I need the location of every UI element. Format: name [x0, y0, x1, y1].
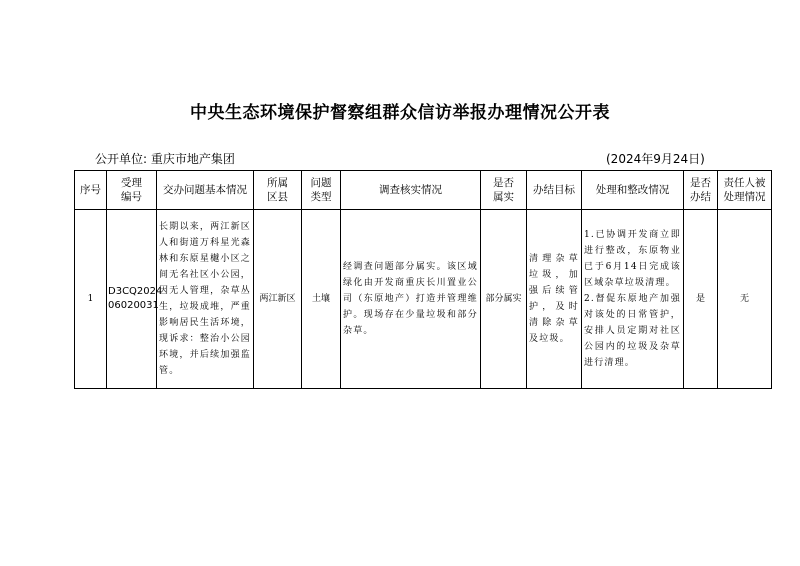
cell-accountability: 无 — [718, 210, 772, 389]
table-header-row — [75, 171, 772, 210]
header-district: 所属 区县 — [254, 171, 302, 210]
cell-index: 1 — [75, 210, 107, 389]
publishing-unit-label: 公开单位: — [95, 152, 148, 166]
cell-investigation: 经调查问题部分属实。该区域绿化由开发商重庆长川置业公司（东原地产）打造并管理维护。现场存在少量垃圾和部分杂草。 — [341, 210, 481, 389]
publishing-unit — [95, 150, 235, 167]
cell-handling: 1.已协调开发商立即进行整改，东原物业已于6月14日完成该区域杂草垃圾清理。 2.督促东原地产加强对该处的日常管护，安排人员定期对社区公园内的垃圾及杂草进行清理。 — [582, 210, 684, 389]
cell-is-done: 是 — [684, 210, 718, 389]
cell-type: 土壤 — [302, 210, 341, 389]
publish-date: (2024年9月24日) — [606, 152, 705, 166]
table-row — [75, 210, 772, 389]
cell-is-true: 部分属实 — [481, 210, 527, 389]
complaint-table — [74, 170, 772, 389]
header-type: 问题 类型 — [302, 171, 341, 210]
header-accountability: 责任人被 处理情况 — [718, 171, 772, 210]
header-handling: 处理和整改情况 — [582, 171, 684, 210]
page-title: 中央生态环境保护督察组群众信访举报办理情况公开表 — [190, 103, 610, 123]
header-is-done: 是否 办结 — [684, 171, 718, 210]
header-is-true: 是否 属实 — [481, 171, 527, 210]
header-index: 序号 — [75, 171, 107, 210]
header-investigation: 调查核实情况 — [341, 171, 481, 210]
header-issue: 交办问题基本情况 — [157, 171, 254, 210]
cell-code: D3CQ2024 06020031 — [107, 210, 157, 389]
cell-target: 清理杂草垃圾，加强后续管护，及时清除杂草及垃圾。 — [527, 210, 582, 389]
publishing-unit-name: 重庆市地产集团 — [150, 152, 235, 166]
cell-district: 两江新区 — [254, 210, 302, 389]
header-target: 办结目标 — [527, 171, 582, 210]
cell-issue: 长期以来，两江新区人和街道万科星光森林和东原星樾小区之间无名社区小公园，因无人管理，杂草丛生，垃圾成堆，严重影响居民生活环境，现诉求：整治小公园环境，并后续加强监管。 — [157, 210, 254, 389]
header-code: 受理 编号 — [107, 171, 157, 210]
